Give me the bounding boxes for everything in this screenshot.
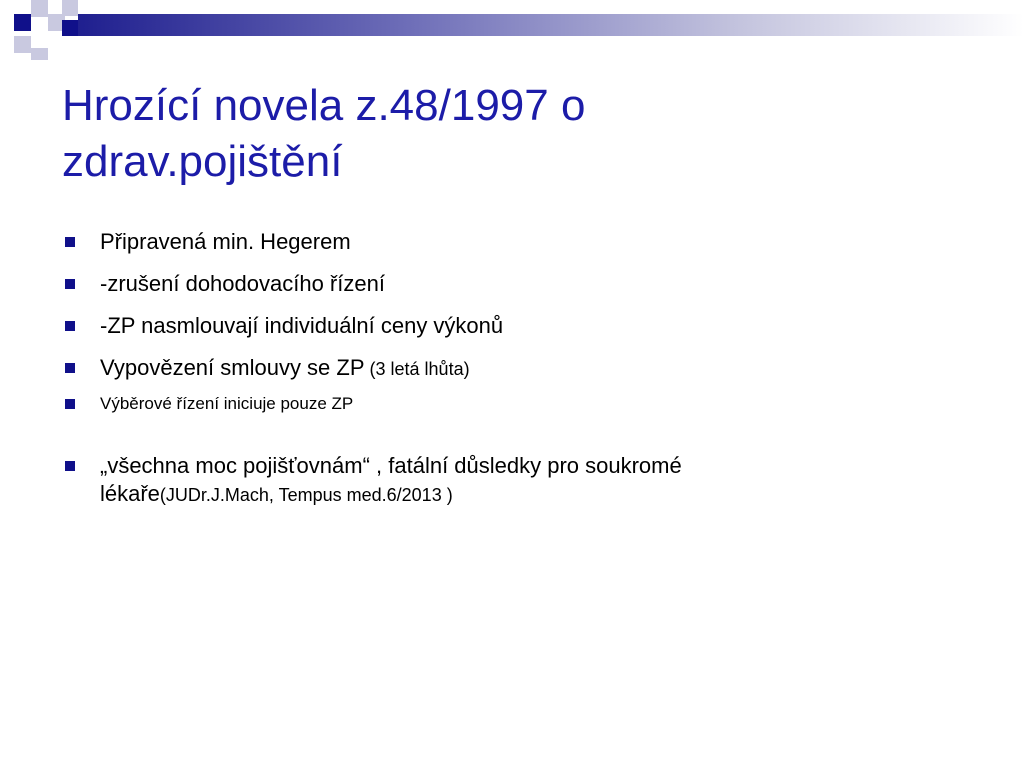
header-gradient-bar xyxy=(78,14,1024,36)
bullet-item xyxy=(62,354,962,382)
deco-square xyxy=(14,36,31,53)
bullet-list xyxy=(62,228,962,508)
slide-title xyxy=(62,78,962,190)
square-bullet-icon xyxy=(65,321,75,331)
bullet-text: Vypovězení smlouvy se ZP xyxy=(100,355,365,380)
bullet-item xyxy=(62,228,962,256)
bullet-item xyxy=(62,312,962,340)
square-bullet-icon xyxy=(65,399,75,409)
square-bullet-icon xyxy=(65,279,75,289)
bullet-text-line-2: lékaře xyxy=(100,481,160,506)
deco-square xyxy=(31,31,48,48)
bullet-item xyxy=(62,270,962,298)
bullet-item xyxy=(62,392,962,416)
bullet-text: -ZP nasmlouvají individuální ceny výkonů xyxy=(100,313,504,338)
bullet-item xyxy=(62,452,962,508)
deco-square xyxy=(31,0,48,17)
title-line-1: Hrozící novela z.48/1997 o xyxy=(62,81,586,130)
square-bullet-icon xyxy=(65,237,75,247)
deco-square xyxy=(31,48,48,60)
deco-square xyxy=(14,14,31,31)
title-line-2: zdrav.pojištění xyxy=(62,137,343,186)
square-bullet-icon xyxy=(65,363,75,373)
bullet-text: Výběrové řízení iniciuje pouze ZP xyxy=(100,394,354,413)
bullet-text-line-1: „všechna moc pojišťovnám“ , fatální důsledky pro soukromé xyxy=(100,453,682,478)
square-bullet-icon xyxy=(65,461,75,471)
deco-square xyxy=(62,20,78,36)
bullet-citation: (JUDr.J.Mach, Tempus med.6/2013 ) xyxy=(159,485,453,505)
bullet-text: -zrušení dohodovacího řízení xyxy=(100,271,385,296)
bullet-text: Připravená min. Hegerem xyxy=(100,229,351,254)
bullet-note: (3 letá lhůta) xyxy=(364,359,470,379)
deco-square xyxy=(62,0,78,16)
